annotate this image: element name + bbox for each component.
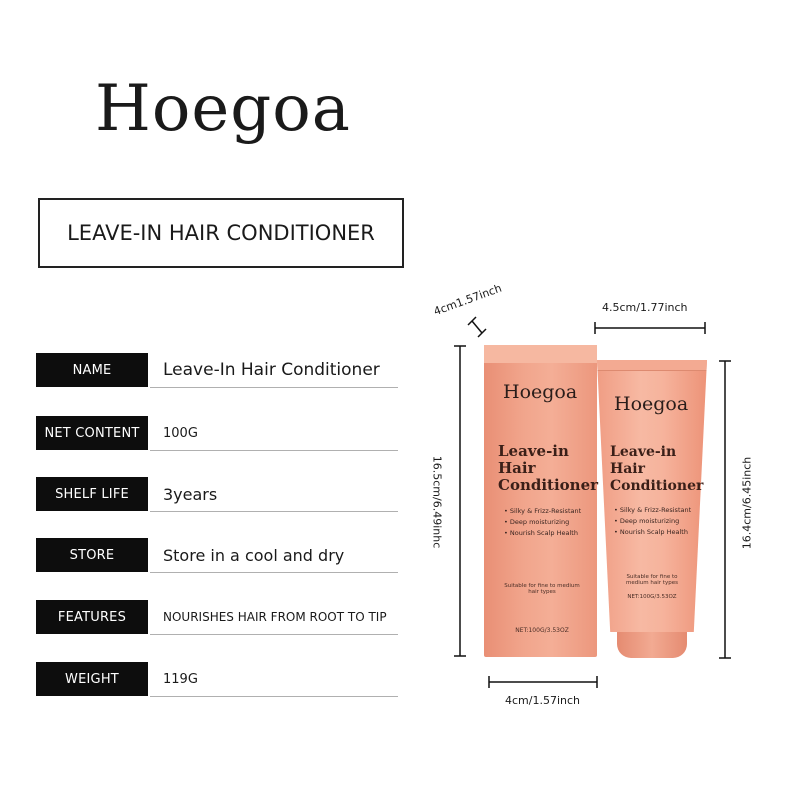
tube-net-text: NET:100G/3.53OZ [627, 594, 677, 600]
spec-label: FEATURES [36, 600, 148, 634]
spec-label: SHELF LIFE [36, 477, 148, 511]
tube-height-label: 16.4cm/6.45inch [740, 456, 754, 550]
spec-value: Leave-In Hair Conditioner [163, 360, 380, 380]
name-line: Leave-in [610, 444, 677, 460]
bullet-item: • Deep moisturizing [614, 516, 691, 527]
name-line: Leave-in [498, 442, 569, 460]
tube-suitable-text: Suitable for fine to medium hair types [626, 574, 678, 586]
bullet-item: • Silky & Frizz-Resistant [504, 506, 581, 517]
spec-label: NAME [36, 353, 148, 387]
brand-logo: Hoegoa [95, 72, 351, 146]
spec-value: NOURISHES HAIR FROM ROOT TO TIP [163, 610, 387, 624]
name-line: Hair [610, 461, 645, 477]
spec-value: 100G [163, 425, 198, 441]
bullet-item: • Silky & Frizz-Resistant [614, 505, 691, 516]
name-line: Conditioner [610, 478, 704, 494]
box-depth-line [472, 321, 482, 333]
box-depth-label: 4cm1.57inch [432, 281, 504, 319]
box-suitable-text: Suitable for fine to medium hair types [504, 583, 580, 595]
box-height-label: 16.5cm/6.49inhc [430, 455, 444, 549]
tube-brand: Hoegoa [614, 393, 689, 415]
spec-value: 119G [163, 671, 198, 687]
box-net-text: NET:100G/3.53OZ [515, 627, 569, 634]
spec-label: WEIGHT [36, 662, 148, 696]
bullet-item: • Nourish Scalp Health [614, 527, 691, 538]
bullet-item: • Nourish Scalp Health [504, 528, 581, 539]
box-brand: Hoegoa [503, 381, 578, 403]
name-line: Conditioner [498, 476, 599, 494]
spec-label: NET CONTENT [36, 416, 148, 450]
name-line: Hair [498, 459, 536, 477]
product-title: LEAVE-IN HAIR CONDITIONER [38, 198, 404, 268]
bullet-item: • Deep moisturizing [504, 517, 581, 528]
spec-label: STORE [36, 538, 148, 572]
tube-width-label: 4.5cm/1.77inch [602, 301, 688, 314]
spec-value: 3years [163, 484, 218, 504]
spec-value: Store in a cool and dry [163, 545, 345, 565]
bottom-width-label: 4cm/1.57inch [505, 694, 581, 707]
